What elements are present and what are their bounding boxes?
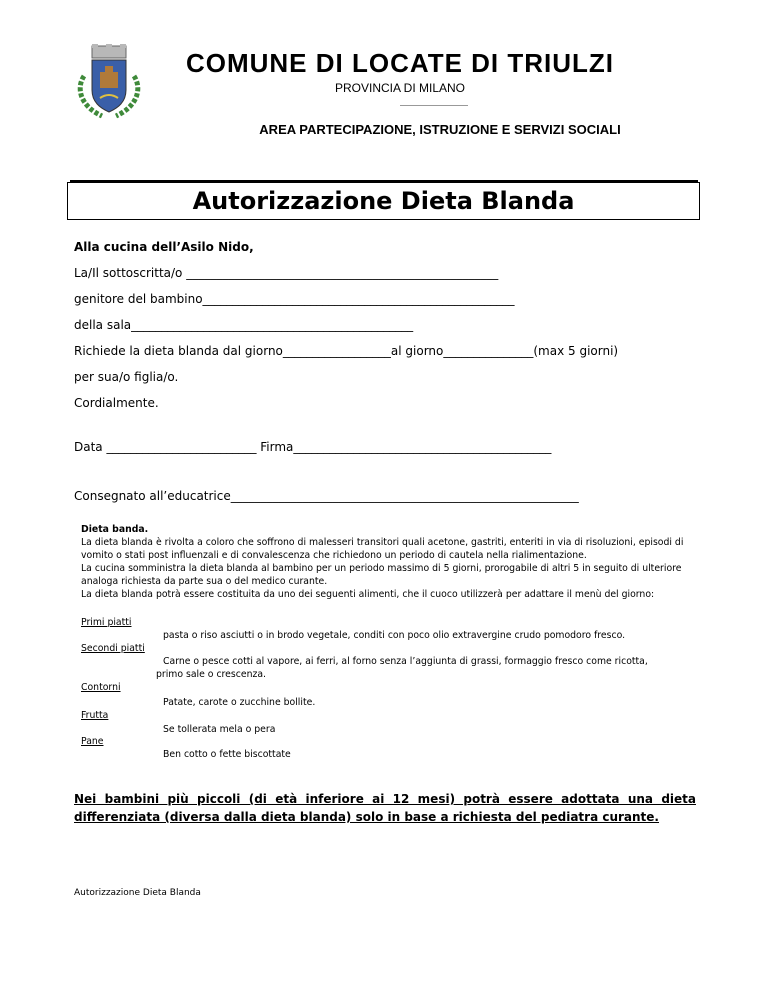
- infant-warning: Nei bambini più piccoli (di età inferiore ai 12 mesi) potrà essere adottata una dieta differenziata (diversa dalla dieta blanda) solo in base a richiesta del pediatra curante.: [74, 792, 696, 824]
- category-label: Contorni: [81, 682, 121, 693]
- category-label: Primi piatti: [81, 617, 132, 628]
- child-parent-field[interactable]: genitore del bambino____________________________________________________: [74, 292, 515, 306]
- delivered-to-field[interactable]: Consegnato all’educatrice__________________________________________________________: [74, 489, 579, 503]
- department-name: AREA PARTECIPAZIONE, ISTRUZIONE E SERVIZI SOCIALI: [259, 122, 621, 137]
- municipal-crest-icon: [70, 42, 148, 120]
- province-subtitle: PROVINCIA DI MILANO: [334, 81, 466, 95]
- category-description: Carne o pesce cotti al vapore, ai ferri, al forno senza l’aggiunta di grassi, formaggio fresco come ricotta,: [163, 656, 648, 667]
- category-description: Se tollerata mela o pera: [163, 724, 276, 735]
- category-description: pasta o riso asciutti o in brodo vegetale, conditi con poco olio extravergine crudo pomodoro fresco.: [163, 630, 626, 641]
- notes-paragraph: La dieta blanda potrà essere costituita da uno dei seguenti alimenti, che il cuoco utilizzerà per adattare il menù del giorno:: [81, 589, 655, 600]
- header-divider: [400, 105, 468, 106]
- child-line: per sua/o figlia/o.: [74, 370, 179, 384]
- date-range-field[interactable]: Richiede la dieta blanda dal giorno__________________al giorno_______________(max 5 giorni): [74, 344, 619, 358]
- notes-paragraph: La cucina somministra la dieta blanda al bambino per un periodo massimo di 5 giorni, prorogabile di altri 5 in seguito di ulteriore analoga richiesta da parte sua o del medico curante.: [81, 563, 682, 587]
- category-label: Secondi piatti: [81, 643, 145, 654]
- category-label: Frutta: [81, 710, 109, 721]
- date-signature-field[interactable]: Data _________________________ Firma___________________________________________: [74, 440, 552, 454]
- municipality-title: COMUNE DI LOCATE DI TRIULZI: [185, 48, 615, 78]
- form-title: Autorizzazione Dieta Blanda: [192, 187, 575, 215]
- closing-line: Cordialmente.: [74, 396, 159, 410]
- category-description: Patate, carote o zucchine bollite.: [163, 697, 316, 708]
- page-footer: Autorizzazione Dieta Blanda: [74, 888, 201, 898]
- category-description: primo sale o crescenza.: [156, 669, 266, 680]
- notes-paragraph: La dieta blanda è rivolta a coloro che soffrono di malesseri transitori quali acetone, gastriti, enteriti in via di risoluzioni, episodi di vomito o stati post influenzali e di convalescenza che richiedono un periodo di cautela nella rialimentazione.: [81, 537, 684, 561]
- category-description: Ben cotto o fette biscottate: [163, 749, 291, 760]
- form-title-box: [67, 182, 700, 220]
- addressee-line: Alla cucina dell’Asilo Nido,: [74, 240, 254, 254]
- signer-name-field[interactable]: La/Il sottoscritta/o ____________________________________________________: [74, 266, 499, 280]
- notes-heading: Dieta banda.: [81, 524, 149, 535]
- category-label: Pane: [81, 736, 104, 747]
- room-field[interactable]: della sala_______________________________________________: [74, 318, 414, 332]
- diet-notes: [81, 523, 691, 601]
